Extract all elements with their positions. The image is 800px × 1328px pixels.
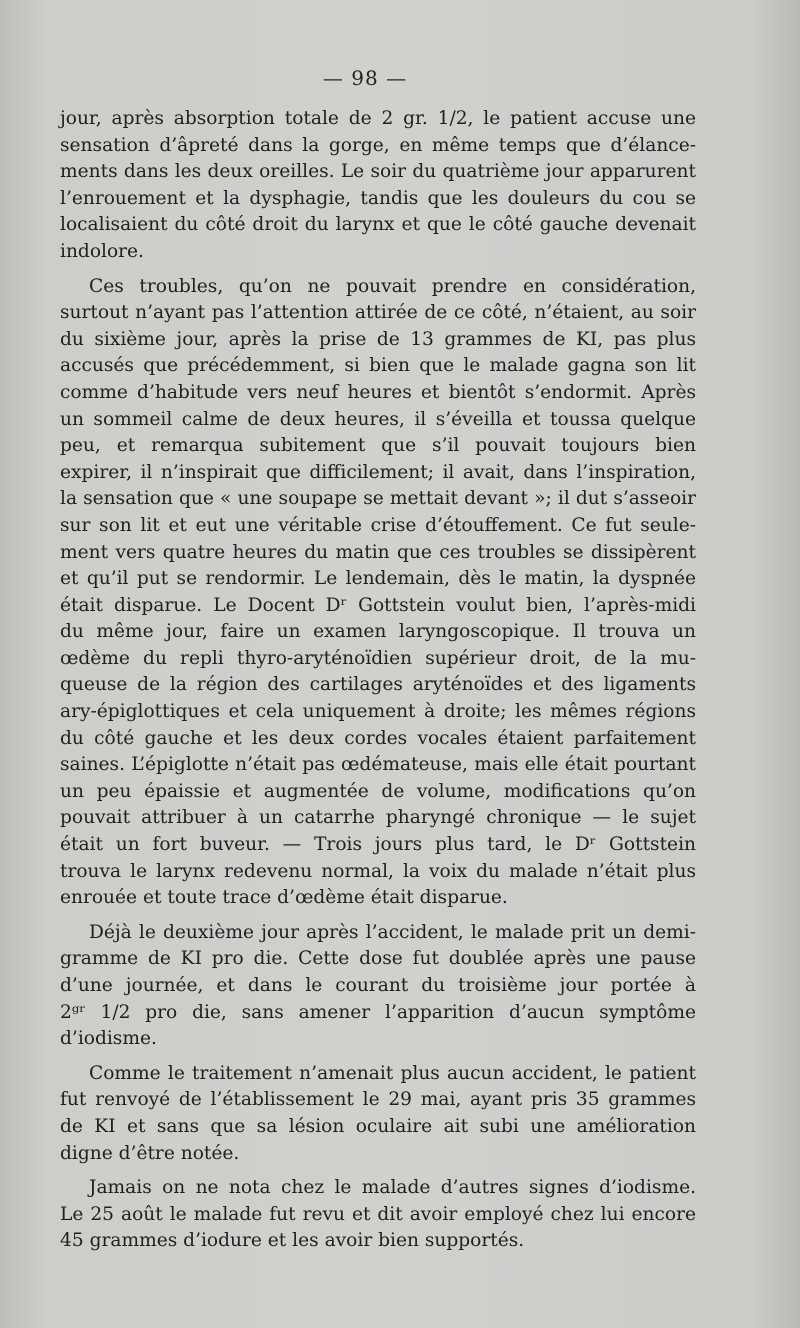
text-line: jour, après absorption totale de 2 gr. 1/2, le patient accuse une [60,108,696,129]
text-line: du côté gauche et les deux cordes vocales étaient parfaitement [60,727,696,749]
text-line: un peu épaissie et augmentée de volume, modifications qu’on [60,780,696,802]
text-line: d’iodisme. [60,1028,157,1050]
text-line: était disparue. Le Docent Dʳ Gottstein voulut bien, l’après-midi [60,594,696,616]
text-line: ary-épiglottiques et cela uniquement à droite; les mêmes régions [60,701,696,723]
text-line: œdème du repli thyro-aryténoïdien supérieur droit, de la mu- [60,647,696,669]
text-line: du même jour, faire un examen laryngoscopique. Il trouva un [60,621,696,643]
text-line: comme d’habitude vers neuf heures et bientôt s’endormit. Après [60,381,696,403]
text-line: surtout n’ayant pas l’attention attirée de ce côté, n’étaient, au soir [60,302,696,324]
text-line: de KI et sans que sa lésion oculaire ait subi une amélioration [60,1115,696,1137]
text-line: digne d’être notée. [60,1142,240,1164]
text-line: la sensation que « une soupape se mettait devant »; il dut s’asseoir [60,488,696,510]
body-text [60,106,696,1263]
text-line: sensation d’âpreté dans la gorge, en même temps que d’élance- [60,134,696,156]
paragraph [60,1175,696,1255]
text-line: sur son lit et eut une véritable crise d’étouffement. Ce fut seule- [60,514,696,536]
text-line: accusés que précédemment, si bien que le malade gagna son lit [60,355,696,377]
text-line: expirer, il n’inspirait que difficilement; il avait, dans l’inspiration, [60,461,696,483]
text-line: trouva le larynx redevenu normal, la voix du malade n’était plus [60,860,696,882]
text-line: indolore. [60,240,144,262]
page-number: — 98 — [322,66,408,90]
text-line: queuse de la région des cartilages aryténoïdes et des ligaments [60,674,696,696]
text-line: du sixième jour, après la prise de 13 grammes de KI, pas plus [60,328,696,350]
text-line: 45 grammes d’iodure et les avoir bien supportés. [60,1230,525,1252]
text-line: et qu’il put se rendormir. Le lendemain, dès le matin, la dyspnée [60,568,696,590]
paragraph [60,274,696,912]
text-line: pouvait attribuer à un catarrhe pharyngé chronique — le sujet [60,807,696,829]
paragraph [60,1061,696,1167]
text-line: était un fort buveur. — Trois jours plus tard, le Dʳ Gottstein [60,834,696,856]
text-line: Jamais on ne nota chez le malade d’autres signes d’iodisme. [89,1177,696,1199]
text-line: un sommeil calme de deux heures, il s’éveilla et toussa quelque [60,408,696,430]
text-line: gramme de KI pro die. Cette dose fut doublée après une pause [60,948,696,970]
paragraph [60,920,696,1053]
text-line: Comme le traitement n’amenait plus aucun accident, le patient [89,1062,696,1084]
text-line: Le 25 août le malade fut revu et dit avoir employé chez lui encore [60,1203,696,1225]
text-line: localisaient du côté droit du larynx et que le côté gauche devenait [60,214,696,236]
text-line: ment vers quatre heures du matin que ces troubles se dissipèrent [60,541,696,563]
text-line: enrouée et toute trace d’œdème était disparue. [60,887,508,909]
text-line: l’enrouement et la dysphagie, tandis que les douleurs du cou se [60,187,696,209]
text-line: peu, et remarqua subitement que s’il pouvait toujours bien [60,435,696,457]
text-line: Déjà le deuxième jour après l’accident, le malade prit un demi- [89,921,696,943]
text-line: saines. L’épiglotte n’était pas œdémateuse, mais elle était pourtant [60,754,696,776]
paragraph [60,106,696,266]
text-line: Ces troubles, qu’on ne pouvait prendre en considération, [89,275,696,297]
text-line: fut renvoyé de l’établissement le 29 mai, ayant pris 35 grammes [60,1089,696,1111]
text-line: ments dans les deux oreilles. Le soir du quatrième jour apparurent [60,161,696,183]
text-line: 2ᵍʳ 1/2 pro die, sans amener l’apparition d’aucun symptôme [60,1001,696,1023]
text-line: d’une journée, et dans le courant du troisième jour portée à [60,975,696,996]
